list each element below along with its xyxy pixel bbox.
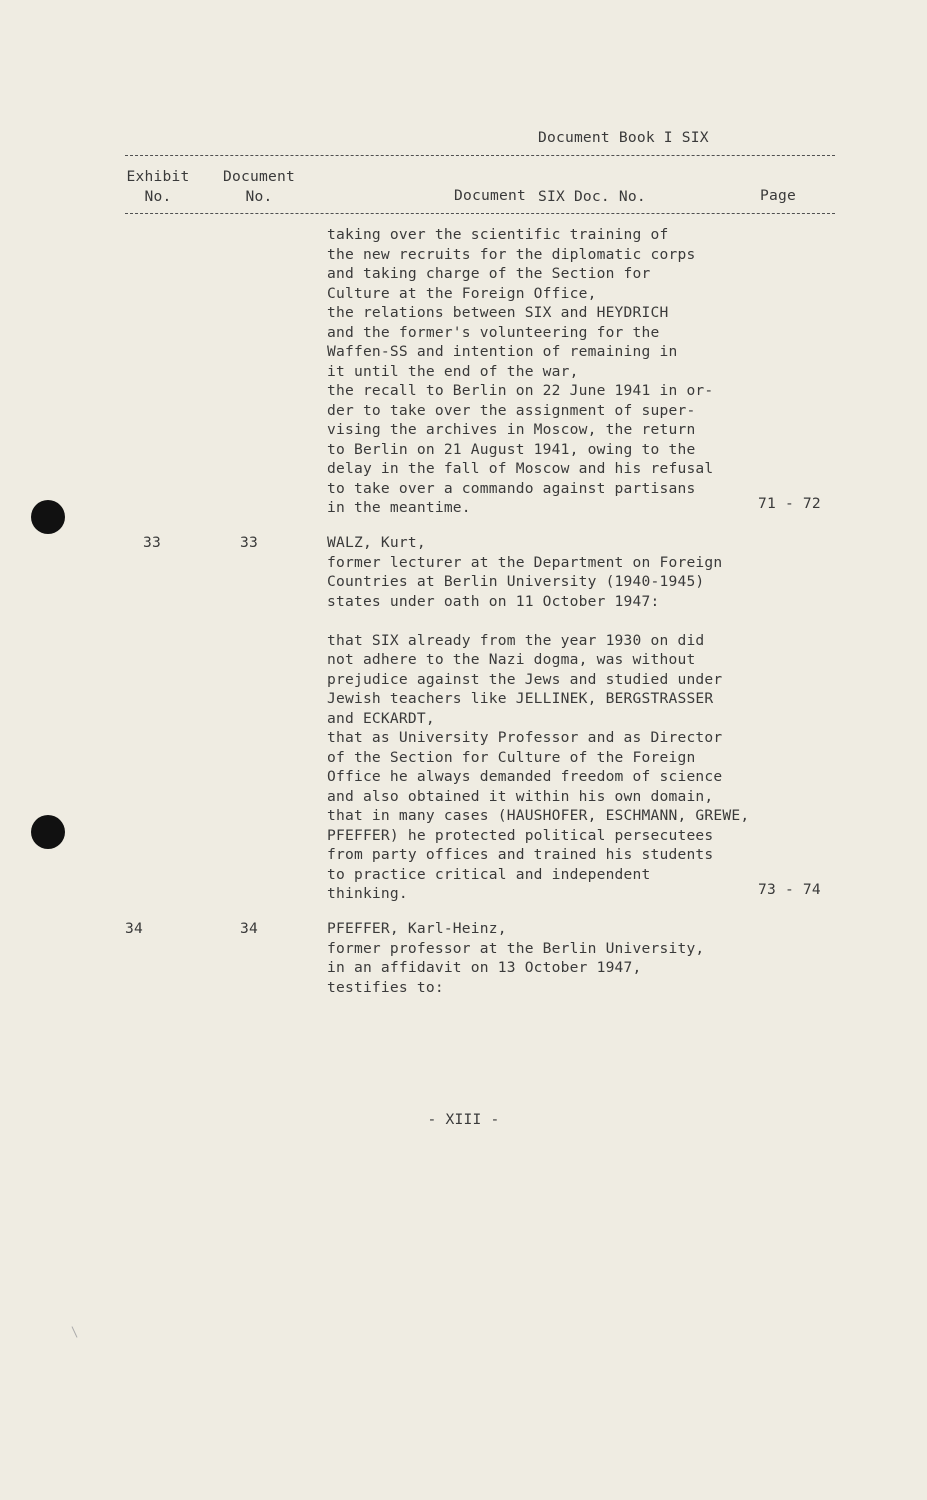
doc-number-label: SIX Doc. No. xyxy=(538,187,646,205)
column-header-document-no: Document No. xyxy=(223,168,295,205)
header-rule xyxy=(125,213,835,214)
entry-continuation-text: taking over the scientific training of the new recruits for the diplomatic corps and taking charge of the Section for Culture at the Foreign Office, the relations between SIX and HEYDRICH and the former's volunteering for the Waffen-SS and intention of remaining in it until the end of the war, the recall to Berlin on 22 June 1941 in or- der to take over the assignment of super- vising the archives in Moscow, the return to Berlin on 21 August 1941, owing to the delay in the fall of Moscow and his refusal to take over a commando against partisans in the meantime. xyxy=(327,226,714,516)
top-rule xyxy=(125,155,835,156)
entry-34-text: PFEFFER, Karl-Heinz, former professor at the Berlin University, in an affidavit on 13 October 1947, testifies to: xyxy=(327,920,705,996)
entry-34-document-no: 34 xyxy=(240,920,258,937)
entry-continuation-page: 71 - 72 xyxy=(758,495,821,512)
column-header-document: Document xyxy=(454,187,526,204)
entry-33-text: WALZ, Kurt, former lecturer at the Department on Foreign Countries at Berlin University (1940-1945) states under oath on 11 October 1947: that SIX already from the year 1930 on did not adhere to the Nazi dogma, was without prejudice against the Jews and studied under Jewish teachers like JELLINEK, BERGSTRASSER and ECKARDT, that as University Professor and as Director of the Section for Culture of the Foreign Office he always demanded freedom of science and also obtained it within his own domain, that in many cases (HAUSHOFER, ESCHMANN, GREWE, PFEFFER) he protected political persecutees from party offices and trained his students to practice critical and independent thinking. xyxy=(327,534,750,902)
punch-hole-lower xyxy=(31,815,65,849)
paper-scratch-mark xyxy=(72,1326,78,1337)
entry-33-page: 73 - 74 xyxy=(758,881,821,898)
column-header-page: Page xyxy=(760,187,796,204)
page-number-footer: - XIII - xyxy=(427,1111,500,1128)
document-header xyxy=(538,89,709,245)
entry-34-exhibit-no: 34 xyxy=(125,920,143,937)
document-book-title: Document Book I SIX xyxy=(538,129,709,146)
entry-33-document-no: 33 xyxy=(240,534,258,551)
punch-hole-upper xyxy=(31,500,65,534)
column-header-exhibit: Exhibit No. xyxy=(126,168,190,205)
entry-33-exhibit-no: 33 xyxy=(143,534,161,551)
